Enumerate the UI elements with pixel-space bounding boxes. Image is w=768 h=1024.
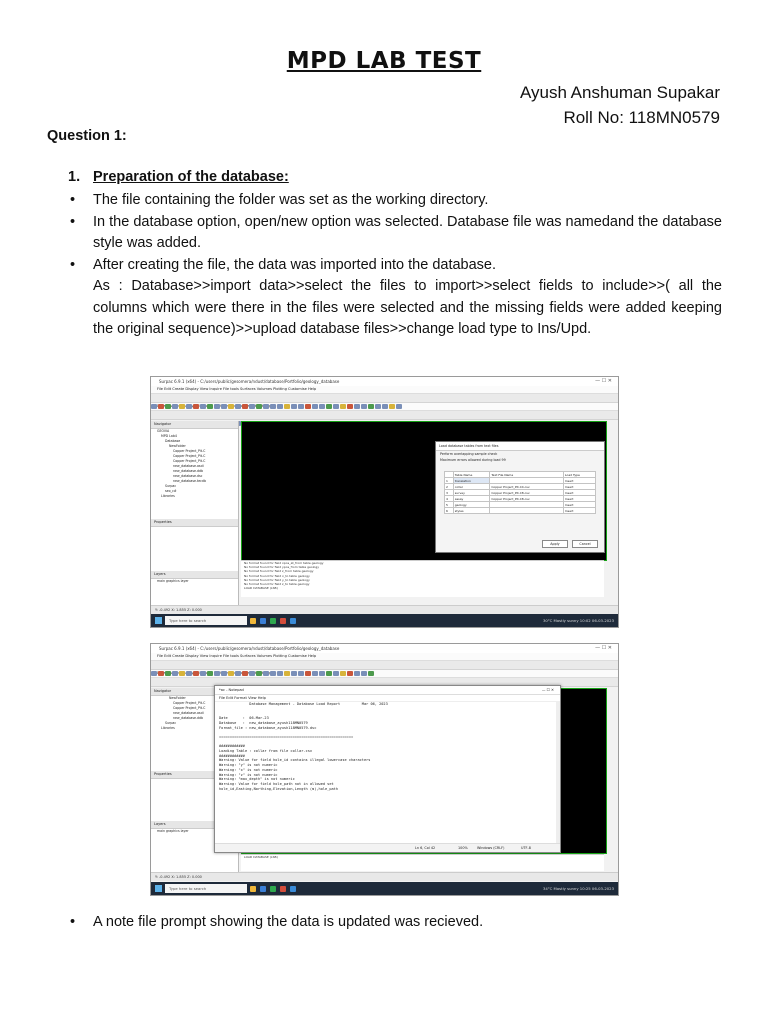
toolbar-2 xyxy=(151,411,618,420)
bullet-item: • The file containing the folder was set as the working directory. xyxy=(68,190,722,212)
notepad-statusbar xyxy=(215,843,560,852)
section-heading xyxy=(68,169,289,185)
app-icon[interactable] xyxy=(280,886,286,892)
app-icon[interactable] xyxy=(270,886,276,892)
table-cell: 2 xyxy=(445,484,454,490)
taskbar-search[interactable]: Type here to search xyxy=(165,616,247,625)
notepad-controls[interactable]: — ☐ ✕ xyxy=(541,688,554,692)
final-bullet: • A note file prompt showing the data is updated was recieved. xyxy=(68,914,483,930)
table-cell[interactable]: Copper Project_Pit-C8.csv xyxy=(490,496,564,502)
tree-item[interactable]: GEOVIA xyxy=(157,429,170,433)
tree-item[interactable]: Copper Project_Pit-C xyxy=(173,706,206,710)
layer-item[interactable]: main graphics layer xyxy=(157,829,189,833)
tree-item[interactable]: new_database.ddb xyxy=(173,716,204,720)
layers-header: Layers xyxy=(151,571,238,579)
windows-taskbar xyxy=(151,614,618,627)
section-number: 1. xyxy=(68,169,81,185)
bullet-item: • In the database option, open/new option was selected. Database file was namedand the database style was added. xyxy=(68,212,722,255)
tree-item[interactable]: MPD Lab4 xyxy=(161,434,177,438)
message-log xyxy=(241,854,604,871)
command-status: LOAD DATABASE (LSB) xyxy=(244,586,278,591)
browser-icon[interactable] xyxy=(260,618,266,624)
browser-icon[interactable] xyxy=(260,886,266,892)
cursor-position: Ln 6, Col 42 xyxy=(415,846,436,850)
navigator-pane xyxy=(151,421,239,519)
surpac-screenshot-load xyxy=(150,376,619,628)
window-title: Surpac 6.9.1 (x64) - C:/users/public/gesomera/ndust/database/Portfolio/geology_database xyxy=(159,646,340,651)
zoom-level: 100% xyxy=(458,846,468,850)
navigator-header: Navigator xyxy=(151,688,238,696)
layers-pane xyxy=(151,571,239,605)
properties-header: Properties xyxy=(151,519,238,527)
app-icon[interactable] xyxy=(290,886,296,892)
folder-icon[interactable] xyxy=(250,886,256,892)
column-header: Load Type xyxy=(563,472,595,478)
toolbar xyxy=(151,661,618,670)
encoding: UTF-8 xyxy=(521,846,531,850)
table-cell: survey xyxy=(453,490,490,496)
tree-item[interactable]: new_database.ascii xyxy=(173,464,205,468)
command-status: LOAD DATABASE (LSB) xyxy=(244,855,278,859)
notepad-window xyxy=(214,685,561,853)
windows-taskbar xyxy=(151,882,618,895)
tree-item[interactable]: NewFolder xyxy=(169,696,186,700)
bullet-list xyxy=(68,190,722,341)
table-cell: collar xyxy=(453,484,490,490)
document-title: MPD LAB TEST xyxy=(286,48,482,74)
app-icon[interactable] xyxy=(270,618,276,624)
log-line: No format found for field x_to table geology xyxy=(244,573,310,578)
tree-item[interactable]: Copper Project_Pit-C xyxy=(173,454,206,458)
file-tree xyxy=(151,429,238,499)
load-tables-dialog xyxy=(435,441,605,553)
table-cell[interactable]: Copper Project_Pit-C8.csv xyxy=(490,490,564,496)
table-cell: translation xyxy=(453,478,490,484)
table-cell[interactable]: Copper Project_Pit-C4.csv xyxy=(490,484,564,490)
window-title: Surpac 6.9.1 (x64) - C:/users/public/gesomera/ndust/database/Portfolio/geology_database xyxy=(159,379,340,384)
table-cell[interactable]: Insert xyxy=(563,484,595,490)
weather-widget[interactable]: 30°C Mostly sunny xyxy=(542,618,579,623)
surpac-screenshot-report xyxy=(150,643,619,896)
column-header: Text File Name xyxy=(490,472,564,478)
table-cell: assay xyxy=(453,496,490,502)
windows-start-icon[interactable] xyxy=(155,885,162,892)
status-bar: Y: -0.492 X: 1.855 Z: 0.000 xyxy=(151,872,618,881)
window-controls: — ☐ ✕ xyxy=(595,378,612,384)
window-titlebar xyxy=(151,644,618,653)
table-cell: geology xyxy=(453,502,490,508)
overlap-check-option[interactable]: Perform overlapping sample check xyxy=(440,452,498,456)
tree-item[interactable]: Libraries xyxy=(161,494,175,498)
load-report-text[interactable]: Database Management - Database Load Report Mar 06, 2023 Date : 06-Mar-23 Database : new_database_ayush118MN0579 Format_file : new_database_ayush118MN0579.dsc ============================================================== ############ Loading Table : collar from file collar.csv ############ Warning: Value for field hole_id contains illegal lowercase characters Warning: "y" is not numeric Warning: "x" is not numeric Warning: "z" is not numeric Warning: "max_depth" is not numeric Warning: Value for field hole_path not in allowed set hole_id,Easting,Northing,Elevation,Length (m),hole_path xyxy=(219,702,388,791)
tree-item[interactable]: new_database.dsc xyxy=(173,474,203,478)
as-paragraph: As : Database>>import data>>select the files to import>>select fields to include>>( all the columns which were there in the files were selected and the missing fields were added keeping the original sequence)>>upload database files>>change load type to Ins/Upd. xyxy=(93,278,722,337)
apply-button[interactable]: Apply xyxy=(542,540,568,548)
tree-item[interactable]: new_database.ddb xyxy=(173,469,204,473)
cancel-button[interactable]: Cancel xyxy=(572,540,598,548)
layer-item[interactable]: main graphics layer xyxy=(157,579,189,583)
graphics-viewport[interactable] xyxy=(241,421,607,561)
system-tray xyxy=(543,614,614,627)
taskbar-search[interactable]: Type here to search xyxy=(165,884,247,893)
tree-item[interactable]: new_database.tecdb xyxy=(173,479,206,483)
notepad-titlebar xyxy=(215,686,560,695)
bullet-item xyxy=(68,255,722,341)
table-row[interactable] xyxy=(445,508,596,514)
tree-item[interactable]: Copper Project_Pit-C xyxy=(173,701,206,705)
roll-number: Roll No: 118MN0579 xyxy=(563,108,720,127)
properties-pane xyxy=(151,519,239,571)
windows-start-icon[interactable] xyxy=(155,617,162,624)
table-cell[interactable] xyxy=(490,508,564,514)
tree-item[interactable]: Surpac xyxy=(165,484,177,488)
app-icon[interactable] xyxy=(290,618,296,624)
tree-item[interactable]: seo_c# xyxy=(165,489,177,493)
question-heading: Question 1: xyxy=(47,128,127,144)
log-line: No format found for field ypos_from table geology xyxy=(244,565,320,570)
weather-widget[interactable]: 34°C Mostly sunny xyxy=(542,886,579,891)
load-table xyxy=(444,471,596,514)
line-ending: Windows (CRLF) xyxy=(477,846,505,850)
system-tray xyxy=(543,882,614,895)
folder-icon[interactable] xyxy=(250,618,256,624)
layers-header: Layers xyxy=(151,821,238,829)
status-bar: Y: -0.492 X: 1.855 Z: 0.000 xyxy=(151,605,618,614)
tree-item[interactable]: Database xyxy=(165,439,181,443)
notepad-scrollbar[interactable] xyxy=(556,702,560,843)
tree-item[interactable]: NewFolder xyxy=(169,444,186,448)
table-cell[interactable]: Insert xyxy=(563,478,595,484)
properties-header: Properties xyxy=(151,771,238,779)
log-line: No format found for field z_from table geology xyxy=(244,569,314,574)
bullet-text: After creating the file, the data was imported into the database. xyxy=(93,256,497,273)
table-cell[interactable]: Insert xyxy=(563,496,595,502)
table-cell[interactable]: Insert xyxy=(563,502,595,508)
table-cell[interactable]: Insert xyxy=(563,508,595,514)
log-line: No format found for field xpos_at_from table geology xyxy=(244,561,324,565)
column-header: Table Name xyxy=(453,472,490,478)
section-title: Preparation of the database: xyxy=(93,169,289,185)
dialog-title: Load database tables from text files xyxy=(436,442,604,451)
author-block xyxy=(520,80,720,130)
navigator-header: Navigator xyxy=(151,421,238,429)
table-cell: 4 xyxy=(445,496,454,502)
tree-item[interactable]: Copper Project_Pit-C xyxy=(173,449,206,453)
clock: 10:25 06-03-2023 xyxy=(579,886,614,891)
menu-bar: File Edit Create Display View Inquire File tools Surfaces Volumes Plotting Customise Help xyxy=(151,653,618,661)
tree-item[interactable]: Copper Project_Pit-C xyxy=(173,459,206,463)
app-icon[interactable] xyxy=(280,618,286,624)
max-errors-option[interactable]: Maximum errors allowed during load 99 xyxy=(440,458,506,462)
author-name: Ayush Anshuman Supakar xyxy=(519,83,720,102)
table-cell: 6 xyxy=(445,508,454,514)
log-line: No format found for field y_to table geology xyxy=(244,577,310,582)
window-controls: — ☐ ✕ xyxy=(595,645,612,651)
tree-item[interactable]: Surpac xyxy=(165,721,177,725)
notepad-menu[interactable]: File Edit Format View Help xyxy=(215,695,560,702)
table-cell: styles xyxy=(453,508,490,514)
clock: 10:02 06-03-2023 xyxy=(579,618,614,623)
window-titlebar xyxy=(151,377,618,386)
table-cell: 5 xyxy=(445,502,454,508)
notepad-title: *ac - Notepad xyxy=(219,688,244,692)
dialog-buttons xyxy=(539,540,598,548)
table-cell: 1 xyxy=(445,478,454,484)
log-line: No format found for field z_to table geology xyxy=(244,582,310,587)
tree-item[interactable]: new_database.ascii xyxy=(173,711,205,715)
message-log xyxy=(241,560,604,597)
table-cell[interactable]: Insert xyxy=(563,490,595,496)
tree-item[interactable]: Libraries xyxy=(161,726,175,730)
table-cell: 3 xyxy=(445,490,454,496)
toolbar xyxy=(151,394,618,403)
menu-bar: File Edit Create Display View Inquire File tools Surfaces Volumes Plotting Customise Help xyxy=(151,386,618,394)
